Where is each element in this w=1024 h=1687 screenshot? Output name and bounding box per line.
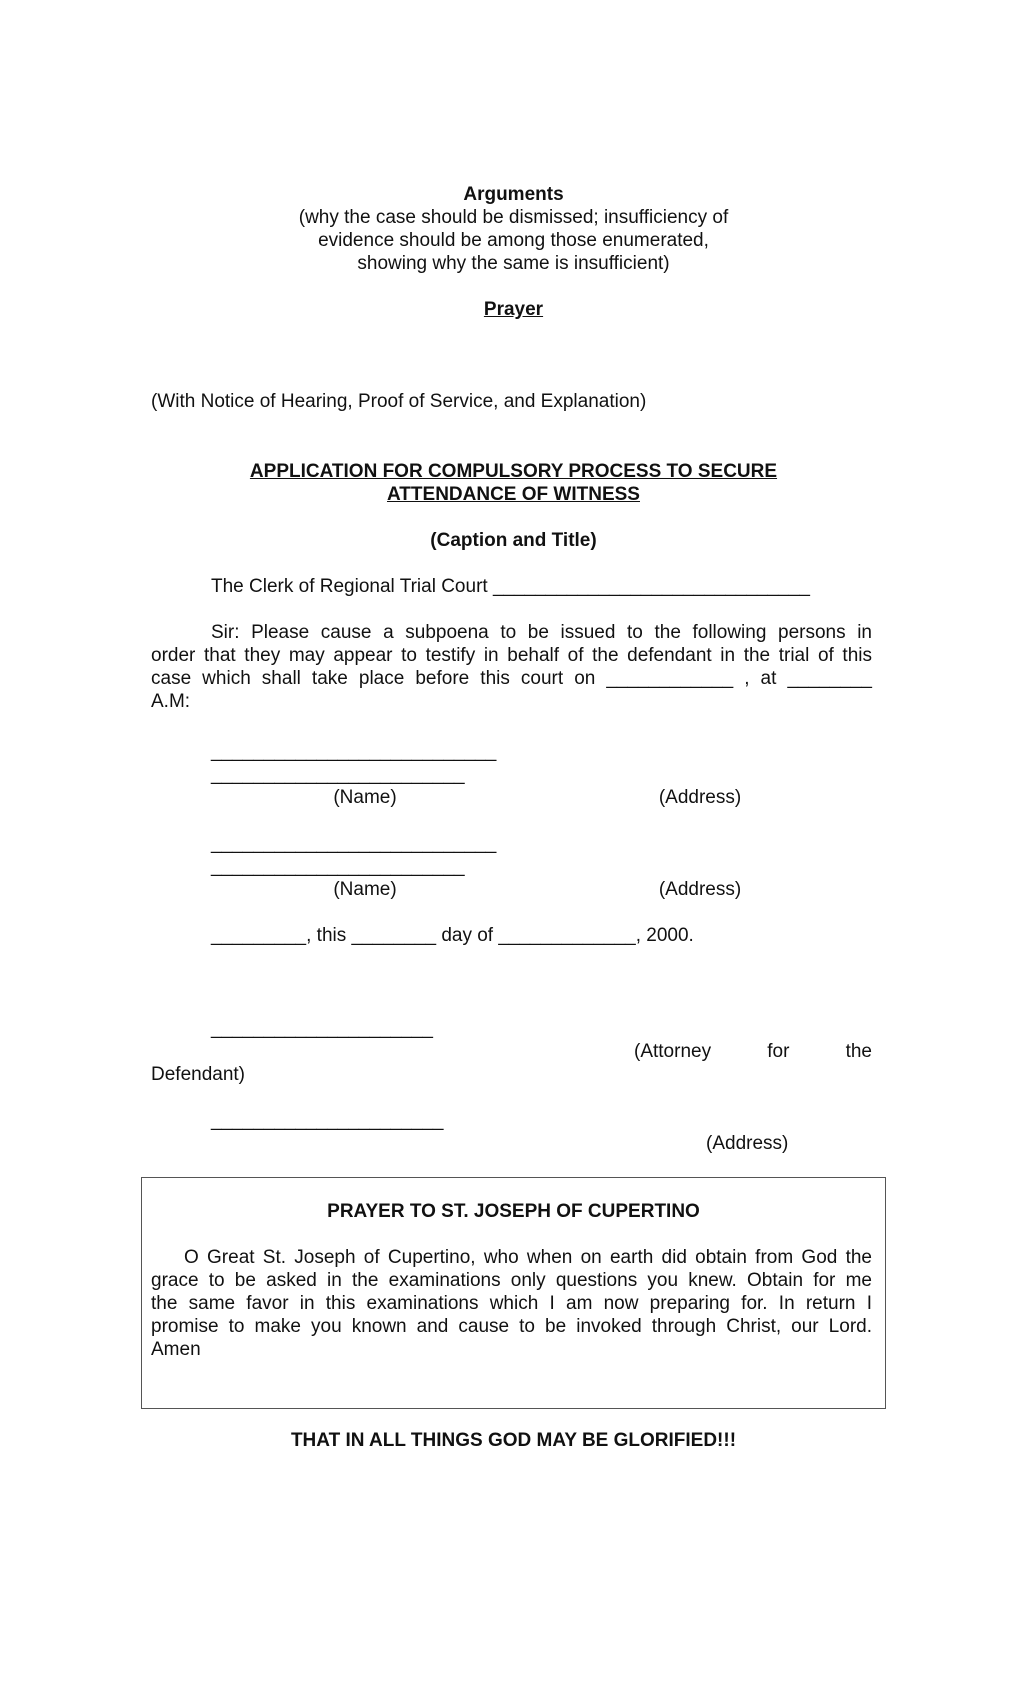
prayer-line: Amen bbox=[151, 1339, 201, 1360]
notice-text: (With Notice of Hearing, Proof of Service, and Explanation) bbox=[151, 391, 647, 412]
arguments-heading: Arguments bbox=[463, 184, 564, 205]
witness-address-label: (Address) bbox=[658, 787, 742, 808]
paragraph-line: case which shall take place before this court on ____________ , at ________ bbox=[151, 668, 872, 689]
paragraph-line: A.M: bbox=[151, 691, 191, 712]
request-paragraph bbox=[151, 621, 872, 713]
witness-name-blank: ________________________ bbox=[211, 764, 465, 785]
prayer-line: O Great St. Joseph of Cupertino, who when on earth did obtain from God the bbox=[184, 1247, 872, 1268]
witness-name-blank: ________________________ bbox=[211, 856, 465, 877]
prayer-line: the same favor in this examinations which I am now preparing for. In return I bbox=[151, 1293, 872, 1314]
arguments-note-line: (why the case should be dismissed; insufficiency of bbox=[298, 207, 729, 228]
attorney-word: the bbox=[845, 1041, 872, 1062]
witness-name-label: (Name) bbox=[333, 879, 397, 900]
witness-name-label: (Name) bbox=[333, 787, 397, 808]
closing-text: THAT IN ALL THINGS GOD MAY BE GLORIFIED!!! bbox=[290, 1430, 737, 1451]
attorney-word: for bbox=[767, 1041, 790, 1062]
attorney-label bbox=[634, 1040, 872, 1063]
attorney-label-continued: Defendant) bbox=[151, 1064, 246, 1085]
prayer-box-title: PRAYER TO ST. JOSEPH OF CUPERTINO bbox=[327, 1201, 700, 1222]
date-line: _________, this ________ day of _____________, 2000. bbox=[211, 925, 694, 946]
paragraph-line: order that they may appear to testify in behalf of the defendant in the trial of this bbox=[151, 645, 872, 666]
witness-name-blank: ___________________________ bbox=[211, 741, 497, 762]
caption-title: (Caption and Title) bbox=[430, 530, 597, 551]
signature-blank: _____________________ bbox=[211, 1018, 433, 1039]
prayer-line: grace to be asked in the examinations only questions you knew. Obtain for me bbox=[151, 1270, 872, 1291]
application-title-line1: APPLICATION FOR COMPULSORY PROCESS TO SECURE bbox=[249, 461, 778, 482]
attorney-address-label: (Address) bbox=[706, 1133, 789, 1154]
application-title-line2: ATTENDANCE OF WITNESS bbox=[387, 484, 640, 505]
witness-address-label: (Address) bbox=[658, 879, 742, 900]
prayer-box-text bbox=[151, 1246, 872, 1361]
witness-name-blank: ___________________________ bbox=[211, 833, 497, 854]
addressee-line: The Clerk of Regional Trial Court ______________________________ bbox=[211, 576, 810, 597]
arguments-note-line: evidence should be among those enumerated, bbox=[318, 230, 709, 251]
address-blank: ______________________ bbox=[211, 1110, 444, 1131]
prayer-line: promise to make you known and cause to be invoked through Christ, our Lord. bbox=[151, 1316, 872, 1337]
attorney-word: (Attorney bbox=[634, 1041, 712, 1062]
prayer-heading: Prayer bbox=[483, 299, 544, 320]
paragraph-line: Sir: Please cause a subpoena to be issued to the following persons in bbox=[211, 622, 872, 643]
arguments-note-line: showing why the same is insufficient) bbox=[357, 253, 670, 274]
